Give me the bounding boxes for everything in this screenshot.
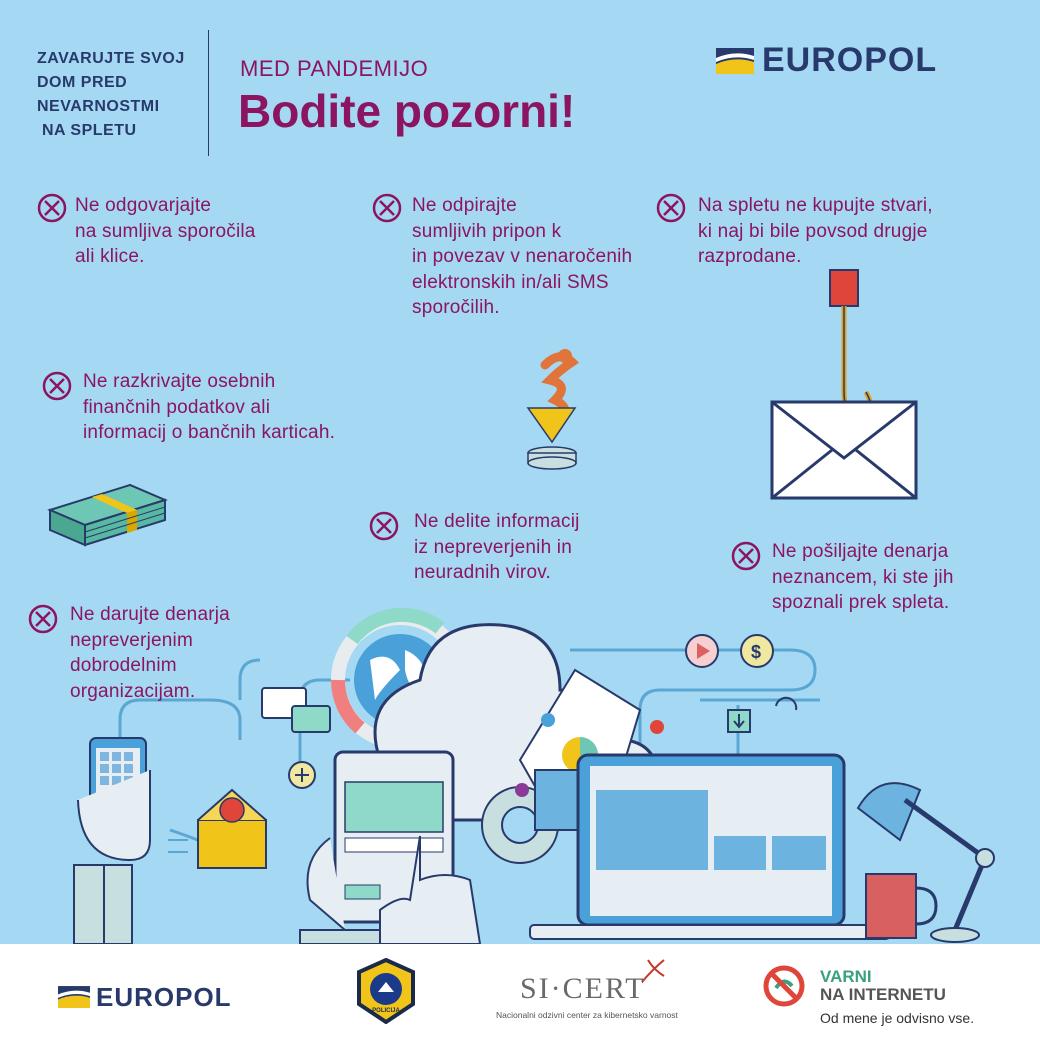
tip-line: Ne odgovarjajte <box>75 195 212 216</box>
tip-line: Na spletu ne kupujte stvari, <box>698 195 933 216</box>
tip-line: sumljivih pripon k <box>412 220 562 242</box>
tip-line: neuradnih virov. <box>414 562 551 583</box>
chat-icon <box>262 688 330 732</box>
tip-line: neznancem, ki ste jih <box>772 566 954 588</box>
side-title-line: ZAVARUJTE SVOJ <box>37 50 185 67</box>
europol-flag-icon <box>58 986 90 1008</box>
tip-line: informacij o bančnih karticah. <box>83 422 336 443</box>
tip-line: Ne delite informacij <box>414 511 580 532</box>
police-badge-icon <box>355 958 417 1024</box>
tip-line: ki naj bi bile povsod drugje <box>698 220 928 242</box>
tip-line: nepreverjenim <box>70 629 193 651</box>
malware-download-icon <box>528 349 576 469</box>
footer <box>0 944 1040 1037</box>
varni-na-internetu-logo <box>762 964 982 1028</box>
page-title: Bodite pozorni! <box>238 85 576 137</box>
tip-line: Ne pošiljajte denarja <box>772 541 949 562</box>
tip-line: Ne odpirajte <box>412 195 517 216</box>
bug-envelope-icon <box>198 790 266 868</box>
warning-x-icon <box>28 604 58 634</box>
police-badge-text: POLICIJA <box>372 1008 400 1014</box>
police-badge <box>355 958 417 1024</box>
varni-line1: VARNI <box>820 967 872 986</box>
side-title-line: NA SPLETU <box>37 122 137 139</box>
tip-line: Ne darujte denarja <box>70 604 230 625</box>
warning-x-icon <box>372 193 402 223</box>
sicert-caption: Nacionalni odzivni center za kibernetsko varnost <box>496 1010 678 1020</box>
warning-x-icon <box>37 193 67 223</box>
sicert-mark-icon <box>638 956 668 986</box>
mug-icon <box>866 874 936 938</box>
tip-line: finančnih podatkov ali <box>83 396 271 418</box>
sicert-logo <box>496 966 696 1022</box>
warning-x-icon <box>656 193 686 223</box>
tablet-icon <box>300 752 480 944</box>
tip-line: dobrodelnim <box>70 655 177 676</box>
warning-x-icon <box>42 371 72 401</box>
europol-logo-text: EUROPOL <box>762 41 938 79</box>
page-subtitle: MED PANDEMIJO <box>240 56 429 81</box>
warning-x-icon <box>369 511 399 541</box>
no-sign-icon <box>762 964 806 1008</box>
varni-line2: NA INTERNETU <box>820 985 946 1004</box>
footer-europol-logo <box>58 984 282 1010</box>
side-title-line: NEVARNOSTMI <box>37 98 160 115</box>
laptop-icon <box>530 755 890 939</box>
tip-line: organizacijam. <box>70 680 196 702</box>
svg-text:$: $ <box>751 642 762 662</box>
tip-line: na sumljiva sporočila <box>75 220 256 242</box>
phishing-hook-icon <box>772 270 916 498</box>
tip-line: razprodane. <box>698 246 802 267</box>
tip-line: Ne razkrivajte osebnih <box>83 371 276 392</box>
tip-line: sporočilih. <box>412 297 500 318</box>
swap-arrows-icon <box>168 840 188 852</box>
tip-line: elektronskih in/ali SMS <box>412 271 609 293</box>
sicert-logo-text: SI·CERT <box>520 972 646 1005</box>
side-title-line: DOM PRED <box>37 74 128 91</box>
tip-line: spoznali prek spleta. <box>772 592 950 613</box>
footer-europol-text: EUROPOL <box>96 982 232 1012</box>
tip-line: in povezav v nenaročenih <box>412 246 633 267</box>
tip-line: ali klice. <box>75 246 145 267</box>
tip-line: iz nepreverjenih in <box>414 536 572 558</box>
warning-x-icon <box>731 541 761 571</box>
phone-icon <box>74 738 150 944</box>
money-stack-icon <box>50 485 165 545</box>
varni-slogan: Od mene je odvisno vse. <box>820 1010 975 1026</box>
